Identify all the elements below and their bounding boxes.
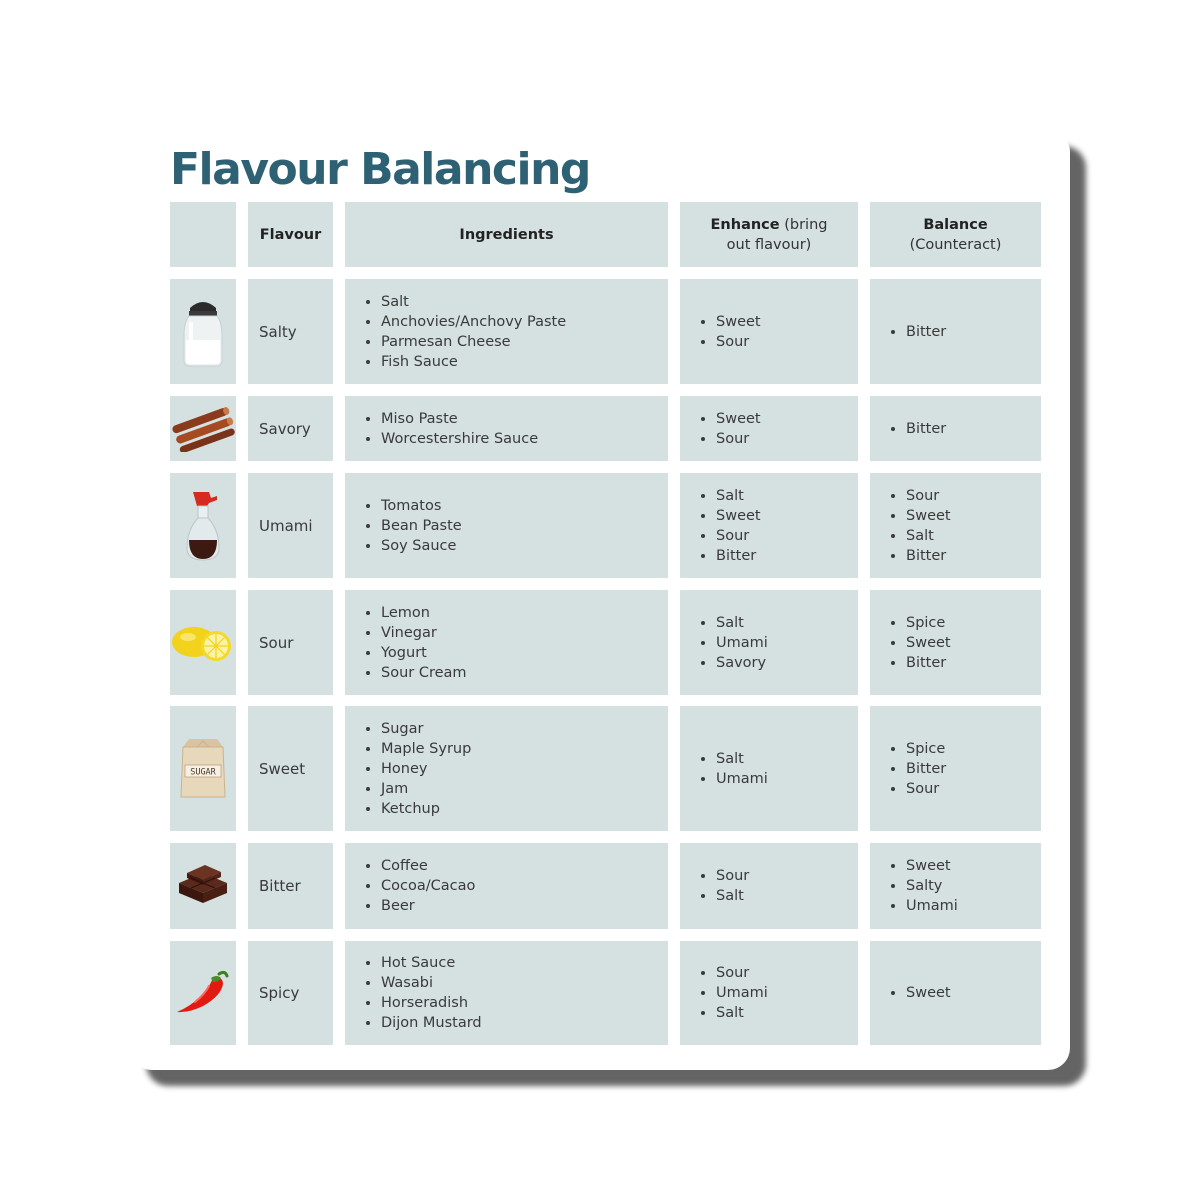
list-item: • Salty [906, 876, 958, 896]
list-item: • Cocoa/Cacao [381, 876, 475, 896]
row-ingredients-cell [345, 396, 668, 461]
sugar-bag-icon [177, 737, 229, 801]
chocolate-icon [173, 863, 233, 909]
list-item: • Salt [716, 613, 768, 633]
row-icon-cell [170, 706, 236, 831]
list-item: • Yogurt [381, 643, 467, 663]
list-item: • Parmesan Cheese [381, 332, 566, 352]
list-item: • Sweet [906, 856, 958, 876]
row-flavour-cell [248, 590, 333, 695]
row-icon-cell [170, 473, 236, 578]
list-item: • Sugar [381, 719, 471, 739]
balance-list [870, 419, 946, 439]
list-item: • Horseradish [381, 993, 482, 1013]
enhance-list [680, 486, 761, 566]
ingredients-list [345, 496, 462, 556]
list-item: • Honey [381, 759, 471, 779]
flavour-label: Spicy [259, 984, 300, 1002]
list-item: • Bitter [906, 322, 946, 342]
list-item: • Soy Sauce [381, 536, 462, 556]
row-ingredients-cell [345, 843, 668, 929]
header-icon-cell [170, 202, 236, 267]
row-balance-cell [870, 279, 1041, 384]
list-item: • Sweet [716, 409, 761, 429]
row-ingredients-cell [345, 941, 668, 1045]
enhance-list [680, 963, 768, 1023]
list-item: • Jam [381, 779, 471, 799]
soy-sauce-bottle-icon [183, 490, 223, 562]
row-flavour-cell [248, 706, 333, 831]
ingredients-list [345, 409, 538, 449]
list-item: • Spice [906, 739, 946, 759]
flavour-label: Salty [259, 322, 297, 341]
balance-list [870, 856, 958, 916]
list-item: • Vinegar [381, 623, 467, 643]
enhance-list [680, 749, 768, 789]
row-enhance-cell [680, 396, 858, 461]
list-item: • Sweet [906, 633, 951, 653]
list-item: • Sour [716, 963, 768, 983]
list-item: • Salt [716, 749, 768, 769]
flavour-label: Umami [259, 516, 313, 535]
list-item: • Maple Syrup [381, 739, 471, 759]
list-item: • Ketchup [381, 799, 471, 819]
flavour-label: Sour [259, 633, 294, 652]
list-item: • Bitter [906, 419, 946, 439]
row-icon-cell [170, 941, 236, 1045]
list-item: • Bean Paste [381, 516, 462, 536]
row-flavour-cell [248, 473, 333, 578]
list-item: • Salt [906, 526, 951, 546]
row-balance-cell [870, 396, 1041, 461]
cinnamon-sticks-icon [170, 406, 236, 452]
balance-list [870, 322, 946, 342]
row-ingredients-cell [345, 590, 668, 695]
row-balance-cell [870, 843, 1041, 929]
row-ingredients-cell [345, 473, 668, 578]
row-enhance-cell [680, 843, 858, 929]
sugar-bag-label: SUGAR [190, 767, 216, 777]
ingredients-list [345, 856, 475, 916]
list-item: • Fish Sauce [381, 352, 566, 372]
row-flavour-cell [248, 843, 333, 929]
list-item: • Bitter [906, 653, 951, 673]
list-item: • Dijon Mustard [381, 1013, 482, 1033]
list-item: • Miso Paste [381, 409, 538, 429]
list-item: • Sweet [716, 312, 761, 332]
list-item: • Lemon [381, 603, 467, 623]
enhance-list [680, 613, 768, 673]
row-ingredients-cell [345, 706, 668, 831]
row-enhance-cell [680, 590, 858, 695]
list-item: • Sweet [716, 506, 761, 526]
salt-shaker-icon [180, 296, 226, 368]
header-enhance-label: Enhance [710, 216, 780, 233]
list-item: • Salt [381, 292, 566, 312]
enhance-list [680, 312, 761, 352]
row-flavour-cell [248, 941, 333, 1045]
list-item: • Sour [716, 526, 761, 546]
row-enhance-cell [680, 706, 858, 831]
row-balance-cell [870, 473, 1041, 578]
row-flavour-cell [248, 279, 333, 384]
list-item: • Beer [381, 896, 475, 916]
list-item: • Bitter [716, 546, 761, 566]
header-balance-sub: (Counteract) [909, 236, 1002, 253]
row-ingredients-cell [345, 279, 668, 384]
enhance-list [680, 409, 761, 449]
flavour-card [130, 130, 1070, 1070]
header-flavour-label: Flavour [259, 226, 322, 243]
list-item: • Salt [716, 886, 749, 906]
list-item: • Sour [716, 866, 749, 886]
header-balance-label: Balance [923, 216, 988, 233]
header-flavour [248, 202, 333, 267]
flavour-label: Bitter [259, 877, 301, 895]
list-item: • Sweet [906, 983, 951, 1003]
ingredients-list [345, 953, 482, 1033]
ingredients-list [345, 603, 467, 683]
list-item: • Sour [716, 332, 761, 352]
list-item: • Sour [906, 486, 951, 506]
list-item: • Sour [906, 779, 946, 799]
header-balance [870, 202, 1041, 267]
list-item: • Umami [716, 633, 768, 653]
list-item: • Wasabi [381, 973, 482, 993]
flavour-label: Sweet [259, 759, 306, 778]
row-flavour-cell [248, 396, 333, 461]
balance-list [870, 486, 951, 566]
row-balance-cell [870, 706, 1041, 831]
balance-list [870, 739, 946, 799]
list-item: • Sour [716, 429, 761, 449]
list-item: • Coffee [381, 856, 475, 876]
header-ingredients [345, 202, 668, 267]
enhance-list [680, 866, 749, 906]
list-item: • Hot Sauce [381, 953, 482, 973]
row-enhance-cell [680, 279, 858, 384]
header-enhance-sub: (bring out flavour) [726, 216, 828, 253]
list-item: • Bitter [906, 759, 946, 779]
list-item: • Spice [906, 613, 951, 633]
header-ingredients-label: Ingredients [459, 226, 554, 243]
list-item: • Salt [716, 1003, 768, 1023]
list-item: • Savory [716, 653, 768, 673]
page-title: Flavour Balancing [170, 144, 590, 195]
row-enhance-cell [680, 941, 858, 1045]
list-item: • Umami [716, 769, 768, 789]
row-balance-cell [870, 941, 1041, 1045]
list-item: • Tomatos [381, 496, 462, 516]
lemon-icon [170, 620, 236, 666]
row-balance-cell [870, 590, 1041, 695]
ingredients-list [345, 292, 566, 372]
row-icon-cell [170, 590, 236, 695]
row-icon-cell [170, 279, 236, 384]
list-item: • Bitter [906, 546, 951, 566]
list-item: • Worcestershire Sauce [381, 429, 538, 449]
list-item: • Anchovies/Anchovy Paste [381, 312, 566, 332]
chili-pepper-icon [173, 968, 233, 1018]
row-icon-cell [170, 396, 236, 461]
row-enhance-cell [680, 473, 858, 578]
balance-list [870, 983, 951, 1003]
ingredients-list [345, 719, 471, 819]
list-item: • Salt [716, 486, 761, 506]
balance-list [870, 613, 951, 673]
flavour-label: Savory [259, 419, 311, 438]
header-enhance [680, 202, 858, 267]
list-item: • Umami [906, 896, 958, 916]
list-item: • Sour Cream [381, 663, 467, 683]
list-item: • Umami [716, 983, 768, 1003]
row-icon-cell [170, 843, 236, 929]
list-item: • Sweet [906, 506, 951, 526]
